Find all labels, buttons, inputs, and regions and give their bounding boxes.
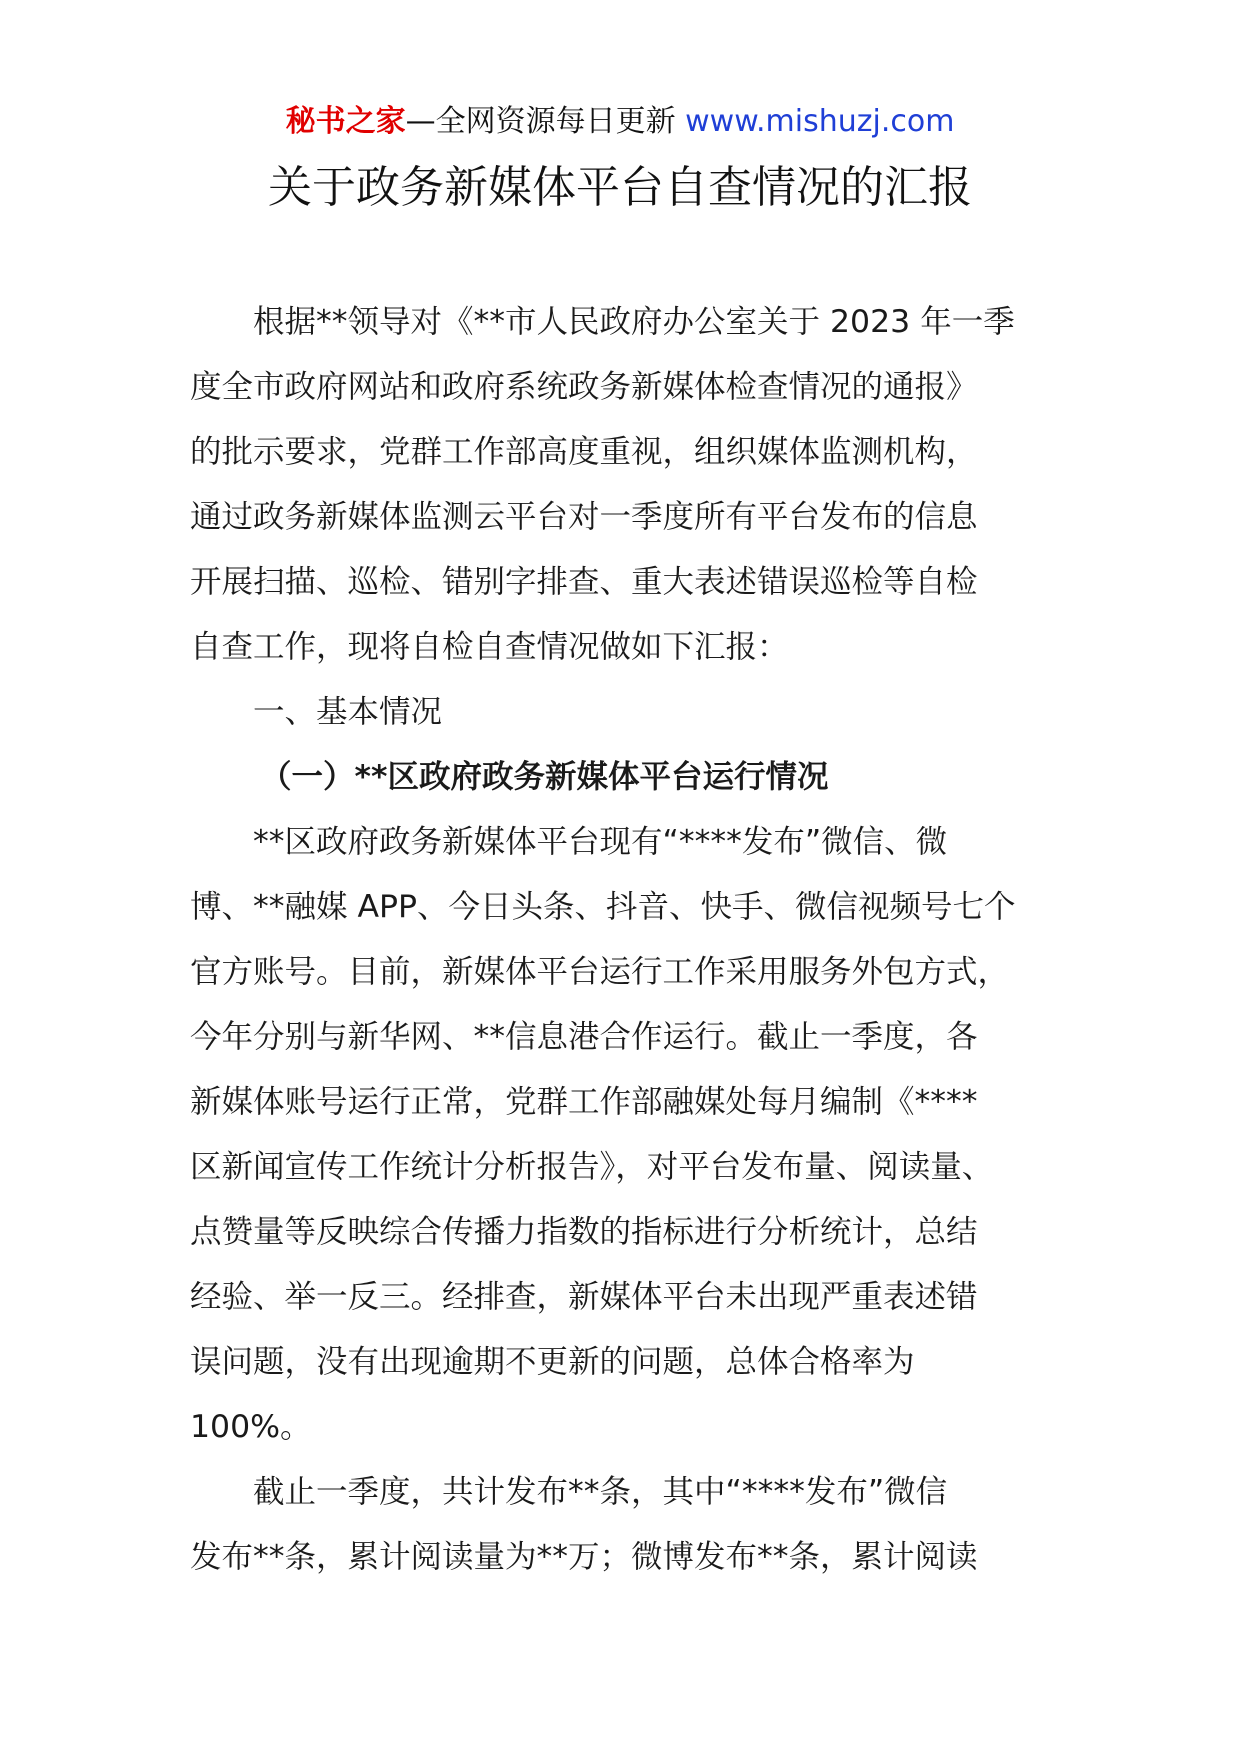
body-line: 误问题，没有出现逾期不更新的问题，总体合格率为 [190, 1344, 915, 1380]
brand-name: 秘书之家 [285, 104, 406, 139]
body-line: 经验、举一反三。经排查，新媒体平台未出现严重表述错 [190, 1279, 978, 1315]
document-title: 关于政务新媒体平台自查情况的汇报 [268, 162, 972, 213]
body-line: 度全市政府网站和政府系统政务新媒体检查情况的通报》 [190, 369, 978, 405]
document-body [190, 290, 1060, 1590]
body-line: 开展扫描、巡检、错别字排查、重大表述错误巡检等自检 [190, 564, 978, 600]
body-line: 新媒体账号运行正常，党群工作部融媒处每月编制《**** [190, 1084, 978, 1120]
body-line: 自查工作，现将自检自查情况做如下汇报： [190, 629, 789, 665]
body-line: 根据**领导对《**市人民政府办公室关于 2023 年一季 [253, 304, 1015, 340]
body-line: 今年分别与新华网、**信息港合作运行。截止一季度，各 [190, 1019, 978, 1055]
body-line: 100%。 [190, 1409, 312, 1445]
body-line: 博、**融媒 APP、今日头条、抖音、快手、微信视频号七个 [190, 889, 1016, 925]
body-line: 点赞量等反映综合传播力指数的指标进行分析统计，总结 [190, 1214, 978, 1250]
site-header [0, 102, 1240, 142]
section-heading: 一、基本情况 [253, 694, 443, 730]
body-line: 区新闻宣传工作统计分析报告》，对平台发布量、阅读量、 [190, 1149, 994, 1185]
subsection-heading: （一）**区政府政务新媒体平台运行情况 [260, 759, 829, 795]
body-line: **区政府政务新媒体平台现有“****发布”微信、微 [253, 824, 948, 860]
body-line: 官方账号。目前，新媒体平台运行工作采用服务外包方式， [190, 954, 1010, 990]
body-line: 通过政务新媒体监测云平台对一季度所有平台发布的信息 [190, 499, 978, 535]
body-line: 发布**条，累计阅读量为**万；微博发布**条，累计阅读 [190, 1539, 978, 1575]
body-line: 截止一季度，共计发布**条，其中“****发布”微信 [253, 1474, 948, 1510]
site-url-link[interactable]: www.mishuzj.com [685, 104, 955, 139]
body-line: 的批示要求，党群工作部高度重视，组织媒体监测机构， [190, 434, 978, 470]
header-tagline: —全网资源每日更新 [405, 104, 676, 139]
